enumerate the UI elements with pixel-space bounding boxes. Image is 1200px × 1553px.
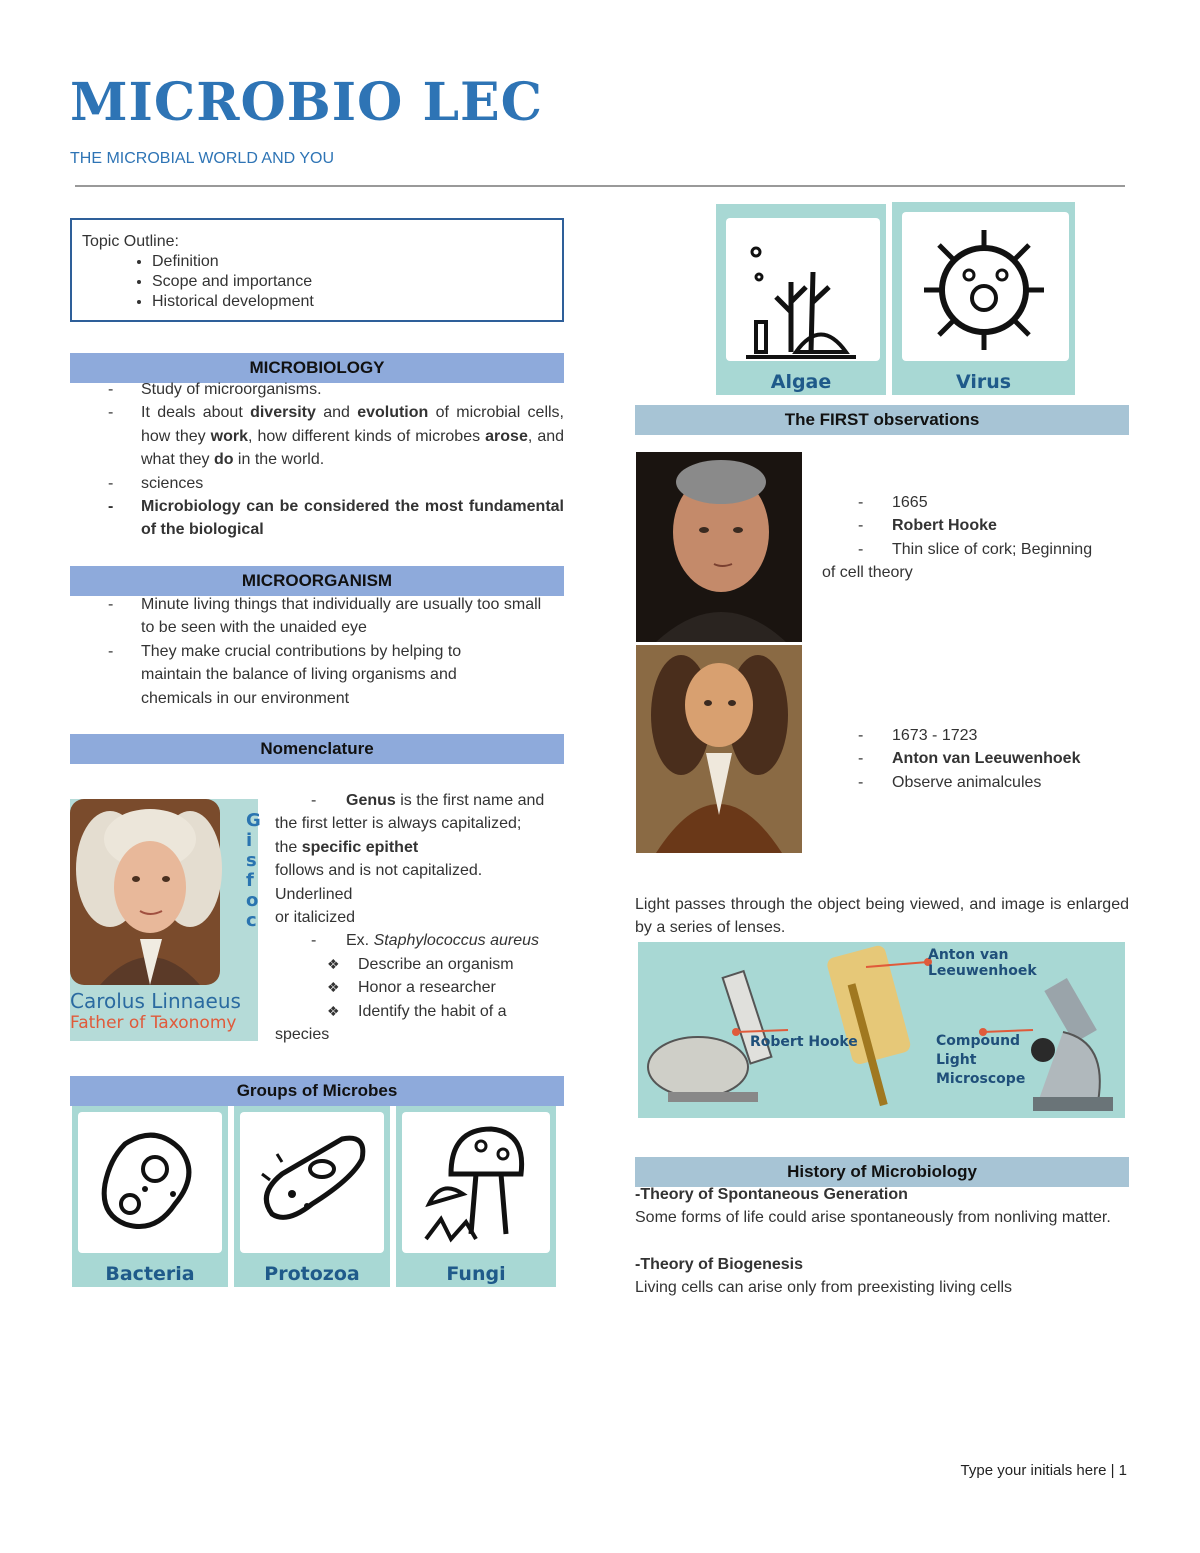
hooke-portrait	[636, 452, 802, 642]
algae-card	[716, 204, 886, 395]
microscope-figure	[638, 942, 1125, 1118]
nomenclature-line: or italicized	[275, 909, 356, 927]
spontaneous-title: -Theory of Spontaneous Generation	[635, 1186, 908, 1203]
hooke-text	[822, 491, 1132, 585]
leeuwenhoek-portrait	[636, 645, 802, 853]
label-hooke: Robert Hooke	[750, 1034, 858, 1050]
topic-outline-box	[70, 218, 564, 322]
list-item: - sciences	[70, 472, 564, 495]
list-item: ❖ Describe an organism	[275, 953, 575, 976]
hooke-desc-cont: of cell theory	[822, 564, 913, 582]
light-text: Light passes through the object being viewed, and image is enlarged by a series of lenses.	[635, 896, 1129, 937]
list-item: - Minute living things that individually are usually too small to be seen with the unaided eye	[70, 593, 564, 640]
nomenclature-line: Underlined	[275, 885, 353, 903]
list-item: • Scope and importance	[152, 272, 552, 292]
microbiology-heading: MICROBIOLOGY	[70, 353, 564, 383]
leeuwenhoek-name: - Anton van Leeuwenhoek	[858, 750, 1081, 768]
history-heading: History of Microbiology	[635, 1157, 1129, 1187]
microbiology-list	[70, 378, 564, 542]
page-footer: Type your initials here | 1	[960, 1462, 1127, 1479]
topic-outline-heading: Topic Outline:	[82, 233, 179, 250]
nomenclature-line: the specific epithet	[275, 838, 419, 856]
nomenclature-line: species	[275, 1026, 330, 1044]
bacteria-label: Bacteria	[105, 1263, 195, 1285]
list-item: - Study of microorganisms.	[70, 378, 564, 401]
leeuwenhoek-microscope-icon	[826, 944, 912, 1106]
hooke-desc: - Thin slice of cork; Beginning	[858, 540, 1093, 558]
history-text	[635, 1183, 1129, 1300]
topic-outline-list	[82, 252, 552, 312]
list-item: - Microbiology can be considered the most fundamental of the biological	[70, 495, 564, 542]
virus-icon	[914, 220, 1054, 360]
groups-heading: Groups of Microbes	[70, 1076, 564, 1106]
microorganism-list	[70, 593, 564, 710]
list-item: ❖ Identify the habit of a	[275, 1000, 575, 1023]
nomenclature-line: follows and is not capitalized.	[275, 862, 483, 880]
title-divider	[75, 185, 1125, 187]
nomenclature-uses	[275, 953, 575, 1023]
nomenclature-line: the first letter is always capitalized;	[275, 815, 522, 833]
hooke-year: - 1665	[858, 494, 928, 511]
label-leeuwenhoek: Anton van Leeuwenhoek	[928, 947, 1037, 979]
linnaeus-name: Carolus Linnaeus	[70, 989, 241, 1013]
linnaeus-role: Father of Taxonomy	[70, 1013, 237, 1033]
leeuwenhoek-desc: - Observe animalcules	[858, 773, 1042, 791]
bacteria-card	[72, 1106, 228, 1287]
algae-label: Algae	[770, 371, 832, 393]
list-item: • Historical development	[152, 292, 552, 312]
microorganism-heading: MICROORGANISM	[70, 566, 564, 596]
list-item: • Definition	[152, 252, 552, 272]
example-line: - Ex. Staphylococcus aureus	[311, 932, 539, 950]
biogenesis-title: -Theory of Biogenesis	[635, 1255, 804, 1273]
list-item: - They make crucial contributions by helping to maintain the balance of living organisms and chemicals in our environment	[70, 640, 564, 710]
leeuwenhoek-text	[822, 724, 1132, 794]
virus-card	[892, 202, 1075, 395]
genus-line: - Genus is the first name and	[311, 792, 545, 809]
protozoa-label: Protozoa	[264, 1263, 360, 1285]
protozoa-icon	[252, 1124, 372, 1234]
protozoa-card	[234, 1106, 390, 1287]
compound-microscope-icon	[1031, 978, 1113, 1111]
nomenclature-heading: Nomenclature	[70, 734, 564, 764]
linnaeus-side-text: G is fo c	[246, 810, 261, 931]
first-observations-heading: The FIRST observations	[635, 405, 1129, 435]
list-item: ❖ Honor a researcher	[275, 976, 575, 999]
bacteria-icon	[95, 1124, 205, 1244]
fungi-icon	[421, 1124, 531, 1244]
virus-label: Virus	[955, 371, 1012, 393]
label-compound: Compound Light Microscope	[936, 1033, 1026, 1087]
linnaeus-card	[70, 799, 261, 1041]
nomenclature-text	[275, 789, 575, 1046]
algae-icon	[741, 232, 861, 362]
hooke-name: - Robert Hooke	[858, 517, 997, 535]
biogenesis-text: Living cells can arise only from preexisting living cells	[635, 1279, 1013, 1297]
page-subtitle: THE MICROBIAL WORLD AND YOU	[70, 150, 335, 167]
list-item: - It deals about diversity and evolution of microbial cells, how they work, how different kinds of microbes arose, and what they do in the world.	[70, 401, 564, 471]
spontaneous-text: Some forms of life could arise spontaneously from nonliving matter.	[635, 1209, 1111, 1227]
leeuwenhoek-year: - 1673 - 1723	[858, 727, 978, 744]
fungi-card	[396, 1106, 556, 1287]
fungi-label: Fungi	[446, 1263, 506, 1285]
page-title: MICROBIO LEC	[70, 72, 544, 133]
